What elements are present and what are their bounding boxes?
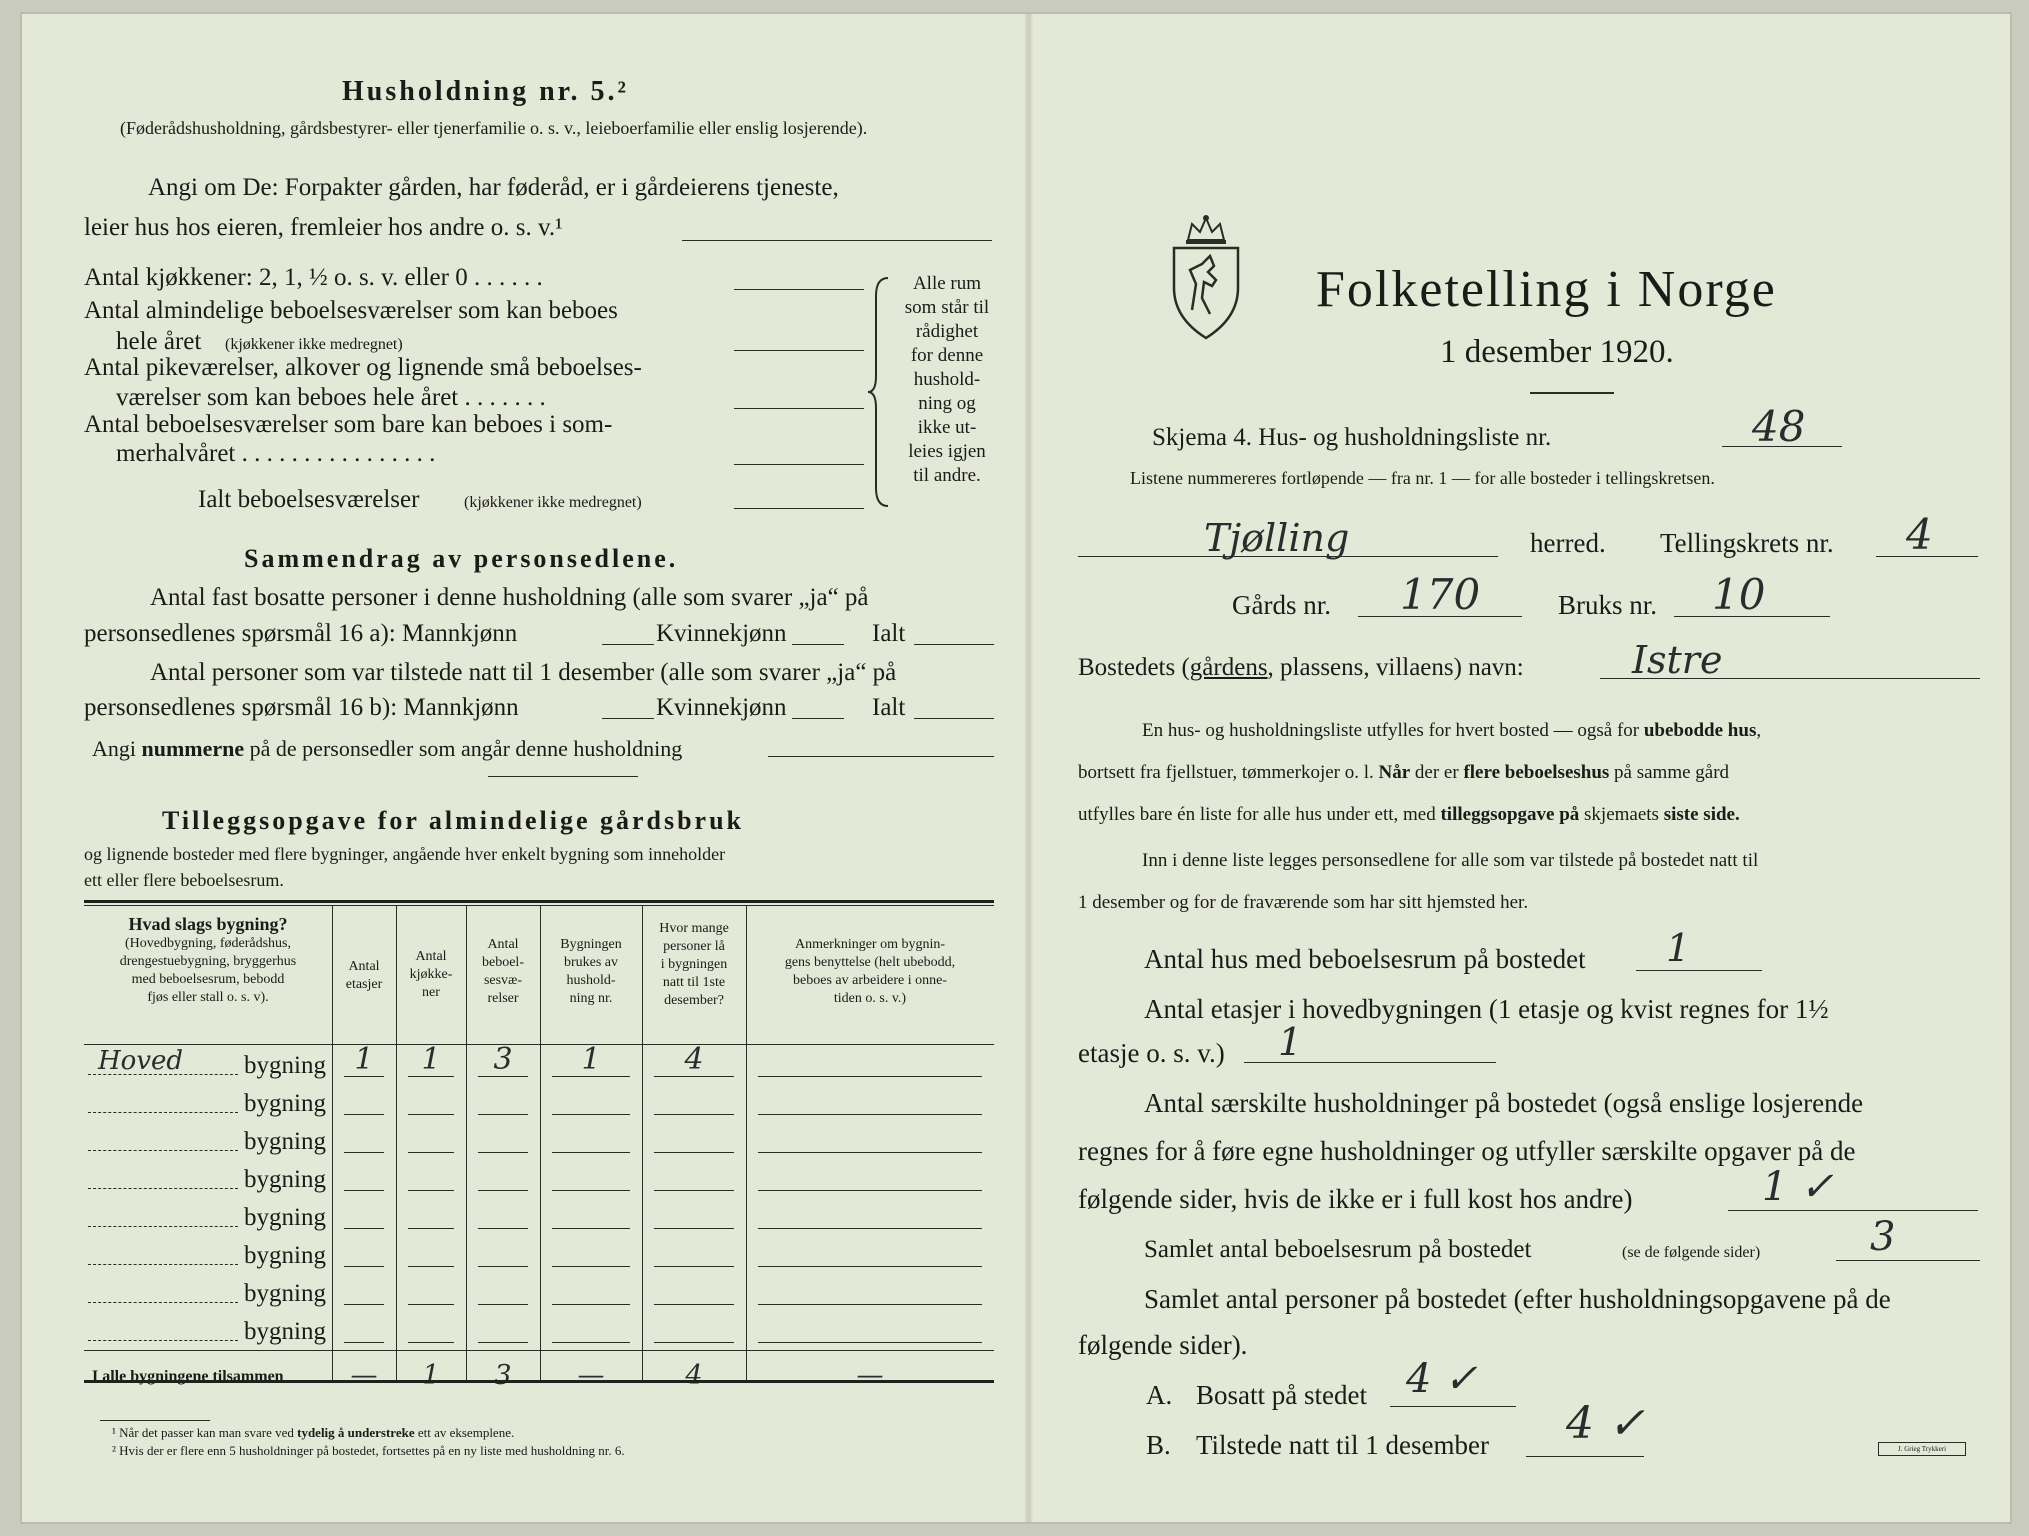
- para2a: Inn i denne liste legges personsedlene for alle som var tilstede på bostedet natt til: [1142, 850, 1759, 871]
- bygning-label: bygning: [244, 1318, 326, 1345]
- brace-note-line: leies igjen: [908, 441, 986, 462]
- cell-fill-anm: [758, 1304, 982, 1305]
- note-line: (Hovedbygning, føderådshus,: [124, 936, 292, 951]
- supplement-title: Tilleggsopgave for almindelige gårdsbruk: [162, 806, 745, 835]
- q-rum-fill: [1836, 1260, 1980, 1261]
- angi-numbers-fill: [768, 756, 994, 757]
- sum2-female-label: Kvinnekjønn: [656, 694, 787, 721]
- angi-numbers-b: nummerne: [141, 736, 245, 761]
- cell-fill-etasjer: [344, 1304, 384, 1305]
- b-value: 4 ✓: [1566, 1398, 1645, 1449]
- sum1a: Antal fast bosatte personer i denne husholdning (alle som svarer „ja“ på: [150, 584, 869, 611]
- footnote1-c: ett av eksemplene.: [417, 1425, 515, 1440]
- a-label: A.: [1146, 1380, 1173, 1410]
- cell-fill-kjokkener: [408, 1152, 454, 1153]
- q-hush-c: følgende sider, hvis de ikke er i full kost hos andre): [1078, 1184, 1633, 1214]
- note-line: drengestuebygning, bryggerhus: [119, 954, 297, 969]
- household-title: Husholdning nr. 5.²: [342, 76, 629, 107]
- cell-fill-personer: [654, 1228, 734, 1229]
- building-name-fill: [88, 1226, 238, 1227]
- q-etasjer-a: Antal etasjer i hovedbygningen (1 etasje og kvist regnes for 1½: [1144, 994, 1829, 1024]
- cell-fill-anm: [758, 1266, 982, 1267]
- cell-etasjer: 1: [354, 1042, 374, 1077]
- brace-note-line: ikke ut-: [917, 417, 977, 438]
- bygning-label: bygning: [244, 1052, 326, 1079]
- form-title: Folketelling i Norge: [1316, 261, 1777, 318]
- head-line: ning nr.: [569, 991, 613, 1006]
- footnote-rule: [100, 1420, 210, 1421]
- gards-value: 170: [1400, 570, 1481, 619]
- cell-fill-brukes: [552, 1342, 630, 1343]
- para2b: 1 desember og for de fraværende som har sitt hjemsted her.: [1078, 892, 1529, 913]
- skjema-label: Skjema 4. Hus- og husholdningsliste nr.: [1152, 424, 1552, 451]
- q-hush-b: regnes for å føre egne husholdninger og utfyller særskilte opgaver på de: [1078, 1136, 1856, 1166]
- cell-kjokkener: 1: [421, 1042, 441, 1077]
- cell-fill-etasjer: [344, 1190, 384, 1191]
- tellingskrets-label: Tellingskrets nr.: [1660, 528, 1834, 558]
- angi-numbers: [92, 736, 682, 762]
- head-line: i bygningen: [660, 957, 728, 972]
- cell-fill-etasjer: [344, 1228, 384, 1229]
- head-line: sesvæ-: [483, 973, 523, 988]
- rooms2-fill: [734, 408, 864, 409]
- rooms2a: Antal pikeværelser, alkover og lignende små beboelses-: [84, 354, 642, 381]
- brace-note-line: hushold-: [913, 369, 981, 390]
- cell-fill-vaerelser: [478, 1342, 528, 1343]
- sum2-total-label: Ialt: [872, 694, 906, 721]
- q-rum-value: 3: [1870, 1214, 1896, 1260]
- bygning-label: bygning: [244, 1166, 326, 1193]
- supplement-sub2: ett eller flere beboelsesrum.: [84, 870, 284, 890]
- para1b-1: bortsett fra fjellstuer, tømmerkojer o. l.: [1078, 762, 1374, 783]
- head-line: brukes av: [563, 955, 619, 970]
- brace-note-line: Alle rum: [912, 273, 982, 294]
- cell-fill-personer: [654, 1152, 734, 1153]
- total-rooms-note: (kjøkkener ikke medregnet): [464, 494, 642, 511]
- footnote2: ² Hvis der er flere enn 5 husholdninger på bostedet, fortsettes på en ny liste med husholdning nr. 6.: [112, 1443, 625, 1458]
- q-etasjer-value: 1: [1278, 1020, 1303, 1064]
- total-anm: —: [856, 1360, 884, 1391]
- brace-note-line: rådighet: [915, 321, 979, 342]
- cell-fill-vaerelser: [478, 1266, 528, 1267]
- a-fill: [1390, 1406, 1516, 1407]
- printer-stamp: J. Grieg Trykkeri: [1878, 1442, 1966, 1456]
- para1c-2: tilleggsopgave på: [1440, 804, 1580, 825]
- tellingskrets-value: 4: [1906, 510, 1933, 559]
- brace-note-line: for denne: [910, 345, 984, 366]
- cell-fill-vaerelser: [478, 1304, 528, 1305]
- bruks-value: 10: [1712, 570, 1766, 619]
- coat-of-arms-icon: [1168, 214, 1244, 342]
- table-top-rule-thin: [84, 905, 994, 906]
- cell-fill-brukes: [552, 1304, 630, 1305]
- herred-value: Tjølling: [1204, 516, 1350, 560]
- bygning-label: bygning: [244, 1204, 326, 1231]
- b-text: Tilstede natt til 1 desember: [1196, 1430, 1489, 1460]
- head-line: personer lå: [663, 939, 725, 954]
- cell-fill-anm: [758, 1190, 982, 1191]
- brace-note-line: ning og: [918, 393, 976, 414]
- q-hus-value: 1: [1666, 926, 1691, 970]
- cell-fill-anm: [758, 1114, 982, 1115]
- para1b-4: flere beboelseshus: [1463, 762, 1610, 783]
- cell-fill-kjokkener: [408, 1266, 454, 1267]
- head-line: desember?: [664, 993, 724, 1008]
- sum1-total-label: Ialt: [872, 620, 906, 647]
- col-head-etasjer: [332, 958, 396, 994]
- para1c-3: skjemaets: [1584, 804, 1659, 825]
- sum1-female-label: Kvinnekjønn: [656, 620, 787, 647]
- head-line: relser: [487, 991, 519, 1006]
- cell-brukes: 1: [581, 1042, 601, 1077]
- para1a-1: En hus- og husholdningsliste utfylles for hvert bosted — også for: [1142, 720, 1640, 741]
- total-brukes: —: [577, 1360, 605, 1391]
- head-line: natt til 1ste: [662, 975, 726, 990]
- listene-note: Listene nummereres fortløpende — fra nr. 1 — for alle bosteder i tellingskretsen.: [1130, 468, 1715, 488]
- a-text: Bosatt på stedet: [1196, 1380, 1367, 1410]
- total-kjokkener: 1: [422, 1360, 440, 1391]
- q-hus-label: Antal hus med beboelsesrum på bostedet: [1144, 944, 1586, 974]
- para1c-1: utfylles bare én liste for alle hus under ett, med: [1078, 804, 1436, 825]
- head-line: Antal: [487, 937, 519, 952]
- rooms3b: merhalvåret . . . . . . . . . . . . . . . .: [116, 440, 436, 467]
- household-subtitle: (Føderådshusholdning, gårdsbestyrer- eller tjenerfamilie o. s. v., leieboerfamilie eller enslig losjerende).: [120, 118, 868, 138]
- gards-label: Gårds nr.: [1232, 590, 1331, 620]
- bygning-label: bygning: [244, 1090, 326, 1117]
- table-bottom-rule: [84, 1380, 994, 1383]
- cell-fill-vaerelser: [478, 1114, 528, 1115]
- bosted-b: gårdens: [1189, 654, 1268, 681]
- head-line: Hvor mange: [659, 921, 729, 936]
- head-line: etasjer: [345, 977, 383, 992]
- sum1b: personsedlenes spørsmål 16 a): Mannkjønn: [84, 620, 518, 647]
- col-head-building-title: Hvad slags bygning?: [128, 914, 288, 934]
- rooms1b: hele året: [116, 328, 202, 355]
- sum1-male-fill: [602, 644, 654, 645]
- angi-numbers-c: på de personsedler som angår denne husholdning: [249, 736, 683, 761]
- head-line: hushold-: [566, 973, 616, 988]
- sum2a: Antal personer som var tilstede natt til 1 desember (alle som svarer „ja“ på: [150, 659, 897, 686]
- table-total-rule: [84, 1350, 994, 1351]
- bosted-c: , plassens, villaens) navn:: [1267, 654, 1524, 681]
- kitchens-label: Antal kjøkkener: 2, 1, ½ o. s. v. eller 0 . . . . . .: [84, 264, 543, 291]
- para1c: [1078, 804, 1740, 826]
- bygning-label: bygning: [244, 1280, 326, 1307]
- para1a: En hus- og husholdningsliste utfylles for hvert bosted — også for ubebodde hus,: [1142, 720, 1762, 741]
- building-name: Hoved: [98, 1046, 184, 1076]
- brace-note-line: til andre.: [913, 465, 981, 486]
- col-head-vaerelser: [466, 936, 540, 1008]
- col-head-kjokkener: [396, 948, 466, 1002]
- cell-fill-etasjer: [344, 1266, 384, 1267]
- total-vaerelser: 3: [494, 1360, 512, 1391]
- cell-fill-vaerelser: [478, 1190, 528, 1191]
- a-value: 4 ✓: [1406, 1356, 1478, 1402]
- bygning-label: bygning: [244, 1242, 326, 1269]
- bosted-value: Istre: [1632, 638, 1723, 682]
- cell-fill-brukes: [552, 1152, 630, 1153]
- note-line: med beboelsesrum, bebodd: [131, 972, 285, 987]
- herred-label: herred.: [1530, 528, 1606, 558]
- sum2-female-fill: [792, 718, 844, 719]
- q-pers-b: følgende sider).: [1078, 1330, 1248, 1360]
- building-name-fill: [88, 1188, 238, 1189]
- cell-fill-anm: [758, 1152, 982, 1153]
- head-line: beboel-: [482, 955, 524, 970]
- para1b-5: på samme gård: [1614, 762, 1730, 783]
- total-rooms-fill: [734, 508, 864, 509]
- table-top-rule: [84, 900, 994, 903]
- angi-fill-line: [682, 240, 992, 241]
- note-line: fjøs eller stall o. s. v).: [147, 990, 269, 1005]
- cell-fill-anm: [758, 1342, 982, 1343]
- rooms1b-note: (kjøkkener ikke medregnet): [225, 336, 403, 353]
- rooms2b: værelser som kan beboes hele året . . . . . . .: [116, 384, 546, 411]
- head-line: gens benyttelse (helt ubebodd,: [784, 955, 956, 970]
- total-label: I alle bygningene tilsammen: [92, 1368, 284, 1385]
- footnote1-a: ¹ Når det passer kan man svare ved: [112, 1425, 294, 1440]
- sum2-total-fill: [914, 718, 994, 719]
- col-head-personer: [642, 920, 746, 1010]
- b-fill: [1526, 1456, 1644, 1457]
- cell-fill-vaerelser: [478, 1228, 528, 1229]
- building-name-fill: [88, 1112, 238, 1113]
- bygning-label: bygning: [244, 1128, 326, 1155]
- col-head-anm: [746, 936, 994, 1008]
- footnote1-b: tydelig å understreke: [297, 1425, 415, 1440]
- para1b: [1078, 762, 1729, 784]
- title-rule: [1530, 392, 1614, 394]
- q-rum-label: Samlet antal beboelsesrum på bostedet: [1144, 1236, 1532, 1263]
- cell-fill-brukes: [552, 1114, 630, 1115]
- para1a-2: ubebodde hus: [1643, 720, 1757, 741]
- total-etasjer: —: [350, 1360, 378, 1391]
- q-etasjer-b: etasje o. s. v.): [1078, 1038, 1225, 1068]
- brace-icon: [868, 276, 894, 508]
- cell-fill-personer: [654, 1190, 734, 1191]
- cell-fill-etasjer: [344, 1114, 384, 1115]
- cell-fill-personer: [654, 1114, 734, 1115]
- sum2b: personsedlenes spørsmål 16 b): Mannkjønn: [84, 694, 519, 721]
- para1b-3: der er: [1414, 762, 1459, 783]
- brace-note-line: som står til: [904, 297, 990, 318]
- head-line: kjøkke-: [409, 967, 453, 982]
- bosted-label: [1078, 654, 1524, 682]
- total-rooms-label: Ialt beboelsesværelser: [198, 486, 420, 513]
- form-date: 1 desember 1920.: [1440, 334, 1674, 370]
- angi-numbers-a: Angi: [92, 736, 136, 761]
- cell-vaerelser: 3: [493, 1042, 513, 1077]
- rooms3-fill: [734, 464, 864, 465]
- cell-fill-kjokkener: [408, 1304, 454, 1305]
- supplement-sub1: og lignende bosteder med flere bygninger, angående hver enkelt bygning som inneholder: [84, 844, 726, 864]
- kitchens-fill: [734, 289, 864, 290]
- cell-fill-etasjer: [344, 1152, 384, 1153]
- census-form-sheet: [22, 14, 2010, 1522]
- building-name-fill: [88, 1340, 238, 1341]
- head-line: ner: [422, 985, 440, 1000]
- cell-fill-anm: [758, 1228, 982, 1229]
- center-fold: [1025, 14, 1033, 1522]
- cell-fill-personer: [654, 1304, 734, 1305]
- cell-fill-kjokkener: [408, 1342, 454, 1343]
- cell-fill-kjokkener: [408, 1190, 454, 1191]
- q-hush-a: Antal særskilte husholdninger på bostedet (også enslige losjerende: [1144, 1088, 1864, 1118]
- cell-fill-brukes: [552, 1266, 630, 1267]
- cell-personer: 4: [684, 1042, 704, 1077]
- head-line: beboes av arbeidere i onne-: [793, 973, 947, 988]
- head-line: Antal: [415, 949, 447, 964]
- cell-fill-etasjer: [344, 1342, 384, 1343]
- cell-fill-personer: [654, 1342, 734, 1343]
- b-label: B.: [1146, 1430, 1171, 1460]
- sum1-female-fill: [792, 644, 844, 645]
- sum1-total-fill: [914, 644, 994, 645]
- cell-fill-brukes: [552, 1228, 630, 1229]
- q-hus-fill: [1636, 970, 1762, 971]
- angi-line1: Angi om De: Forpakter gården, har føderåd, er i gårdeierens tjeneste,: [148, 174, 839, 201]
- rooms1-fill: [734, 350, 864, 351]
- footnote1: [112, 1425, 514, 1441]
- skjema-value: 48: [1752, 402, 1806, 451]
- summary-title: Sammendrag av personsedlene.: [244, 544, 679, 573]
- angi-line2: leier hus hos eieren, fremleier hos andre o. s. v.¹: [84, 214, 563, 241]
- head-line: Antal: [348, 959, 380, 974]
- q-pers-a: Samlet antal personer på bostedet (efter husholdningsopgavene på de: [1144, 1284, 1891, 1314]
- q-hush-fill: [1728, 1210, 1978, 1211]
- q-hush-value: 1 ✓: [1762, 1164, 1834, 1210]
- brace-note: [892, 272, 1002, 488]
- head-line: Bygningen: [560, 937, 622, 952]
- section-divider: [488, 776, 638, 777]
- cell-fill-brukes: [552, 1190, 630, 1191]
- cell-fill-vaerelser: [478, 1152, 528, 1153]
- building-name-fill: [88, 1150, 238, 1151]
- bosted-a: Bostedets (: [1078, 654, 1190, 681]
- cell-fill-kjokkener: [408, 1228, 454, 1229]
- cell-fill-anm: [758, 1076, 982, 1077]
- sum2-male-fill: [602, 718, 654, 719]
- building-name-fill: [88, 1264, 238, 1265]
- bruks-label: Bruks nr.: [1558, 590, 1658, 620]
- building-name-fill: [88, 1302, 238, 1303]
- rooms1a: Antal almindelige beboelsesværelser som kan beboes: [84, 297, 618, 324]
- para1c-4: siste side.: [1663, 804, 1740, 825]
- col-head-building-note: [84, 935, 332, 1007]
- cell-fill-kjokkener: [408, 1114, 454, 1115]
- para1b-2: Når: [1378, 762, 1411, 783]
- total-personer: 4: [685, 1360, 703, 1391]
- rooms3a: Antal beboelsesværelser som bare kan beboes i som-: [84, 411, 613, 438]
- cell-fill-personer: [654, 1266, 734, 1267]
- head-line: Anmerkninger om bygnin-: [794, 937, 946, 952]
- col-head-building: [84, 914, 332, 1007]
- q-rum-note: (se de følgende sider): [1622, 1244, 1761, 1261]
- head-line: tiden o. s. v.): [833, 991, 907, 1006]
- col-head-brukes: [540, 936, 642, 1008]
